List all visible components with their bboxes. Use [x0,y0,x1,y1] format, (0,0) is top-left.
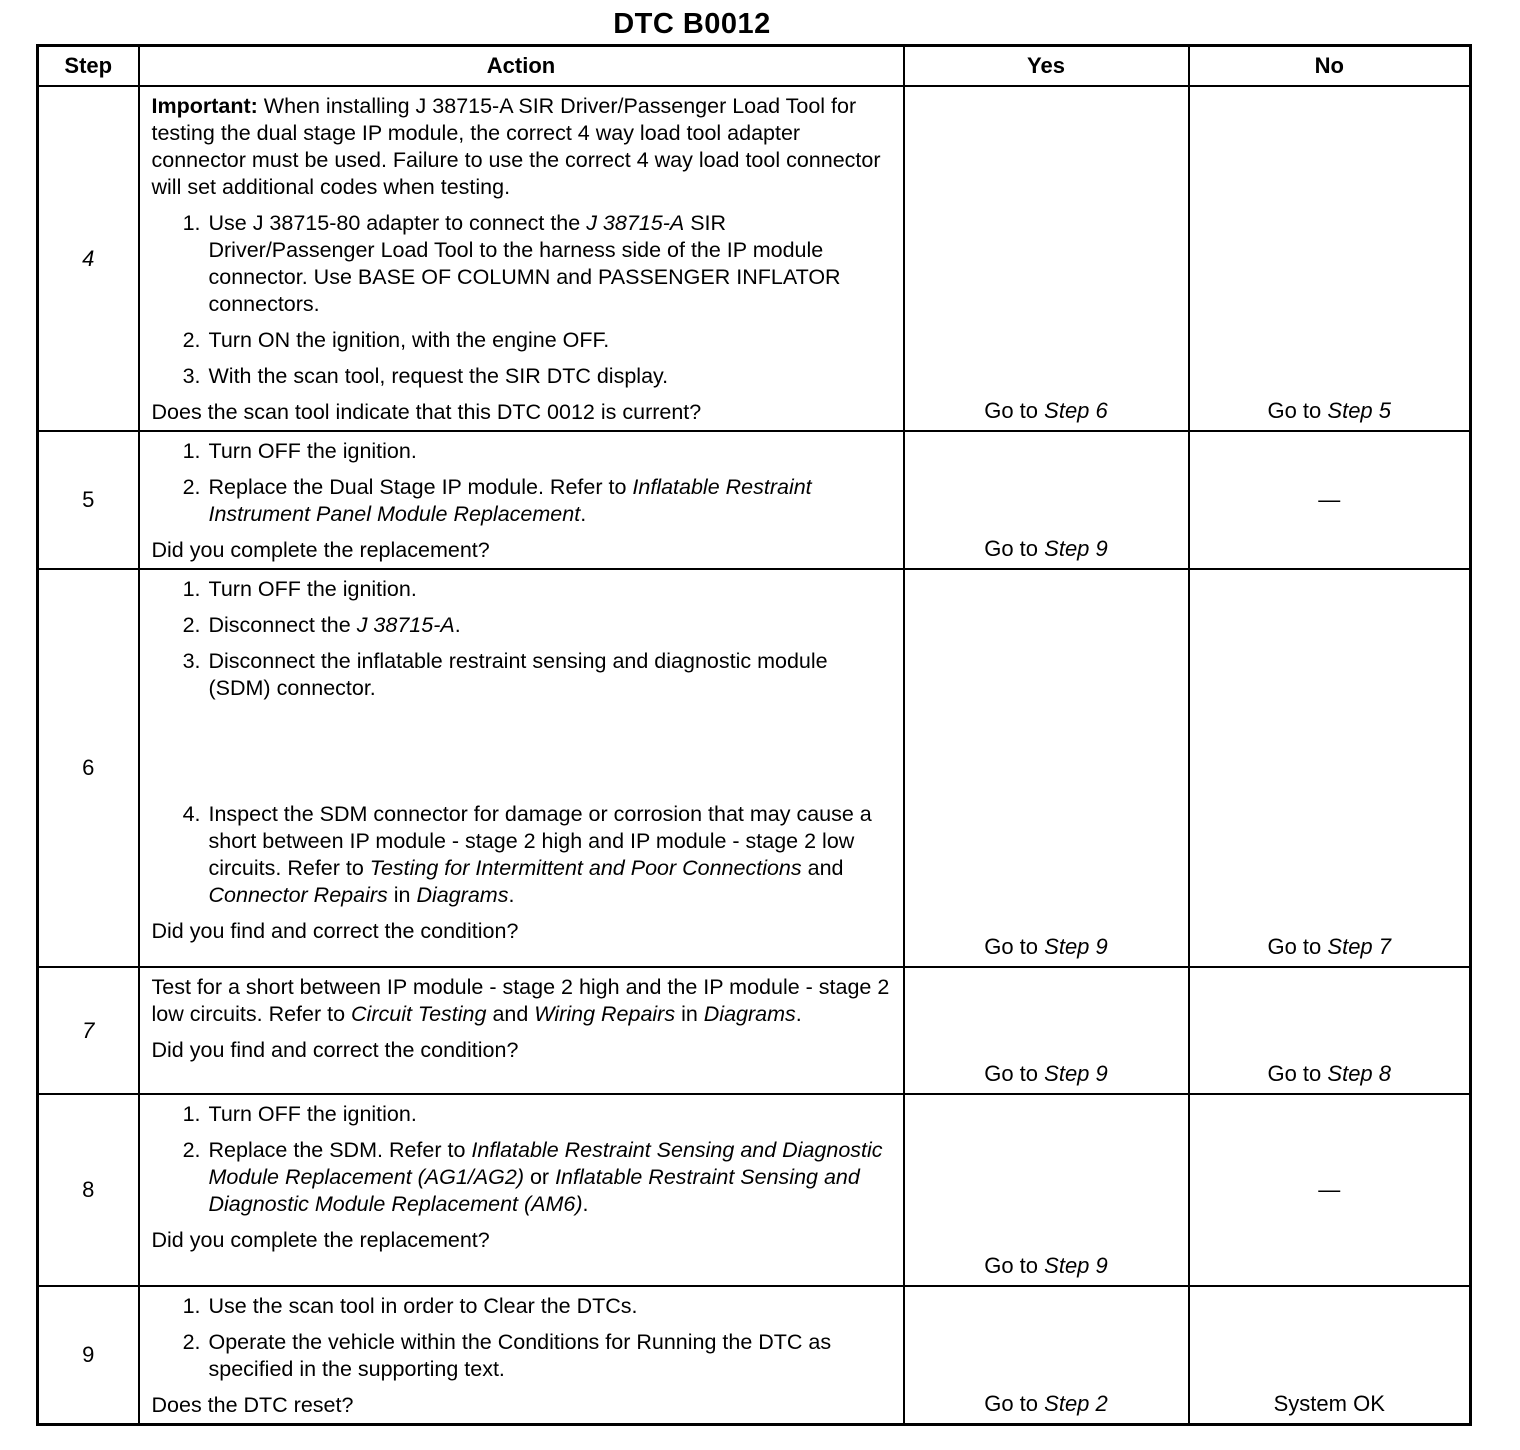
column-header-action: Action [139,46,904,87]
step-number: 9 [38,1286,139,1425]
important-label: Important: [151,94,258,118]
text-run: . [795,1002,802,1026]
text-run: . [508,883,515,907]
goto-step-link[interactable]: Step 9 [1044,1061,1108,1086]
goto-prefix: Go to [984,934,1039,959]
reference-link[interactable]: Inflatable Restraint Instrument Panel Module Replacement [208,475,812,526]
diagnostic-table [36,44,1472,1426]
action-cell [139,967,904,1094]
table-row [38,1286,1471,1425]
list-item [152,1101,893,1128]
column-header-no: No [1189,46,1471,87]
important-note [152,93,893,201]
list-text: Use the scan tool in order to Clear the DTCs. [208,1294,638,1318]
list-item [152,438,893,465]
goto-prefix: Go to [984,1391,1039,1416]
goto-prefix: Go to [984,1061,1039,1086]
list-number: 1. [182,211,201,235]
reference-link[interactable]: Diagrams [703,1002,796,1026]
list-item [152,801,893,909]
no-result [1189,86,1471,431]
table-row [38,569,1471,967]
list-number: 2. [182,1138,201,1162]
text-run: . [582,1192,589,1216]
list-text [209,474,893,528]
page-title: DTC B0012 [613,8,771,40]
table-row [38,1094,1471,1286]
reference-link[interactable]: Wiring Repairs [534,1002,676,1026]
list-text: Operate the vehicle within the Conditions for Running the DTC as specified in the supporting text. [208,1330,832,1381]
yes-result [904,86,1189,431]
list-number: 2. [182,1330,201,1354]
list-number: 4. [182,802,201,826]
list-item [152,1293,893,1320]
list-item [152,576,893,603]
list-number: 2. [182,475,201,499]
reference-link[interactable]: Circuit Testing [351,1002,487,1026]
list-text: Turn ON the ignition, with the engine OFF. [208,328,610,352]
list-item [152,612,893,639]
table-header-row [38,46,1471,87]
action-cell [139,1286,904,1425]
no-result: System OK [1189,1286,1471,1425]
list-item [152,1329,893,1383]
question-text: Did you find and correct the condition? [151,919,519,943]
step-number: 5 [38,431,139,569]
question-text: Does the scan tool indicate that this DTC 0012 is current? [151,400,702,424]
list-number: 3. [182,364,201,388]
yes-result [904,1286,1189,1425]
action-paragraph [152,974,893,1028]
reference-link[interactable]: Inflatable Restraint Sensing and Diagnostic Module Replacement (AM6) [208,1165,860,1216]
list-item [152,327,893,354]
list-text: Disconnect the inflatable restraint sensing and diagnostic module (SDM) connector. [208,649,828,700]
list-text [209,210,893,318]
list-number: 2. [182,328,201,352]
list-text [209,612,893,639]
yes-result [904,569,1189,967]
goto-prefix: Go to [984,398,1039,423]
reference-link[interactable]: J 38715-A [356,613,455,637]
important-text: When installing J 38715-A SIR Driver/Passenger Load Tool for testing the dual stage IP module, the correct 4 way load tool adapter connector must be used. Failure to use the correct 4 way load tool connector will set additional codes when testing. [151,94,881,199]
text-run: Inspect the SDM connector for damage or corrosion that may cause a short between IP module - stage 2 high and IP module - stage 2 low circuits. Refer to [208,802,872,880]
reference-link[interactable]: Connector Repairs [208,883,388,907]
step-number: 8 [38,1094,139,1286]
question-text: Did you find and correct the condition? [151,1038,519,1062]
text-run: and [801,856,844,880]
list-text [209,1137,893,1218]
text-run: . [580,502,587,526]
table-row [38,431,1471,569]
text-run: in [387,883,417,907]
goto-step-link[interactable]: Step 2 [1044,1391,1108,1416]
reference-link[interactable]: Diagrams [416,883,509,907]
list-text: Turn OFF the ignition. [208,577,417,601]
goto-step-link[interactable]: Step 7 [1327,934,1392,959]
action-steps [152,576,893,909]
text-run: Replace the SDM. Refer to [208,1138,472,1162]
list-number: 1. [182,1102,201,1126]
action-steps [152,438,893,528]
blank-space [152,711,893,801]
text-run: Disconnect the [208,613,357,637]
goto-prefix: Go to [984,536,1039,561]
step-number: 4 [38,86,139,431]
action-cell [139,431,904,569]
yes-result [904,431,1189,569]
action-steps [152,1293,893,1383]
step-number: 7 [38,967,139,1094]
list-number: 1. [182,577,201,601]
list-text: Turn OFF the ignition. [208,1102,417,1126]
goto-step-link[interactable]: Step 5 [1327,398,1392,423]
goto-step-link[interactable]: Step 9 [1044,934,1108,959]
no-result [1189,967,1471,1094]
action-steps [152,1101,893,1218]
step-number: 6 [38,569,139,967]
question-text: Did you complete the replacement? [151,538,490,562]
yes-result [904,967,1189,1094]
goto-step-link[interactable]: Step 8 [1327,1061,1392,1086]
table-row [38,86,1471,431]
column-header-yes: Yes [904,46,1189,87]
action-steps [152,210,893,390]
reference-link[interactable]: J 38715-A [586,211,685,235]
goto-prefix: Go to [1267,934,1322,959]
list-item [152,474,893,528]
goto-step-link[interactable]: Step 6 [1044,398,1108,423]
text-run: and [486,1002,535,1026]
action-cell [139,86,904,431]
goto-step-link[interactable]: Step 9 [1044,536,1108,561]
list-item [152,363,893,390]
text-run: or [523,1165,556,1189]
column-header-step: Step [38,46,139,87]
list-text: With the scan tool, request the SIR DTC display. [208,364,669,388]
reference-link[interactable]: Testing for Intermittent and Poor Connections [369,856,802,880]
list-number: 1. [182,1294,201,1318]
goto-prefix: Go to [1267,1061,1322,1086]
text-run: Replace the Dual Stage IP module. Refer to [208,475,633,499]
list-text: Turn OFF the ignition. [208,439,417,463]
action-cell [139,569,904,967]
list-item [152,210,893,318]
goto-step-link[interactable]: Step 9 [1044,1253,1108,1278]
question-text: Did you complete the replacement? [151,1228,490,1252]
list-number: 2. [182,613,201,637]
reference-link[interactable]: Inflatable Restraint Sensing and Diagnostic Module Replacement (AG1/AG2) [208,1138,883,1189]
goto-prefix: Go to [984,1253,1039,1278]
list-number: 3. [182,649,201,673]
no-result: — [1189,1094,1471,1286]
list-item [152,648,893,702]
text-run: Use J 38715-80 adapter to connect the [208,211,587,235]
no-result [1189,569,1471,967]
text-run: . [454,613,461,637]
yes-result [904,1094,1189,1286]
table-row [38,967,1471,1094]
goto-prefix: Go to [1267,398,1322,423]
text-run: SIR Driver/Passenger Load Tool to the harness side of the IP module connector. Use BASE OF COLUMN and PASSENGER INFLATOR connectors. [208,211,841,316]
no-result: — [1189,431,1471,569]
list-number: 1. [182,439,201,463]
list-item [152,1137,893,1218]
text-run: Test for a short between IP module - stage 2 high and the IP module - stage 2 low circuits. Refer to [151,975,890,1026]
text-run: in [675,1002,704,1026]
list-text [209,801,893,909]
action-cell [139,1094,904,1286]
question-text: Does the DTC reset? [151,1393,354,1417]
